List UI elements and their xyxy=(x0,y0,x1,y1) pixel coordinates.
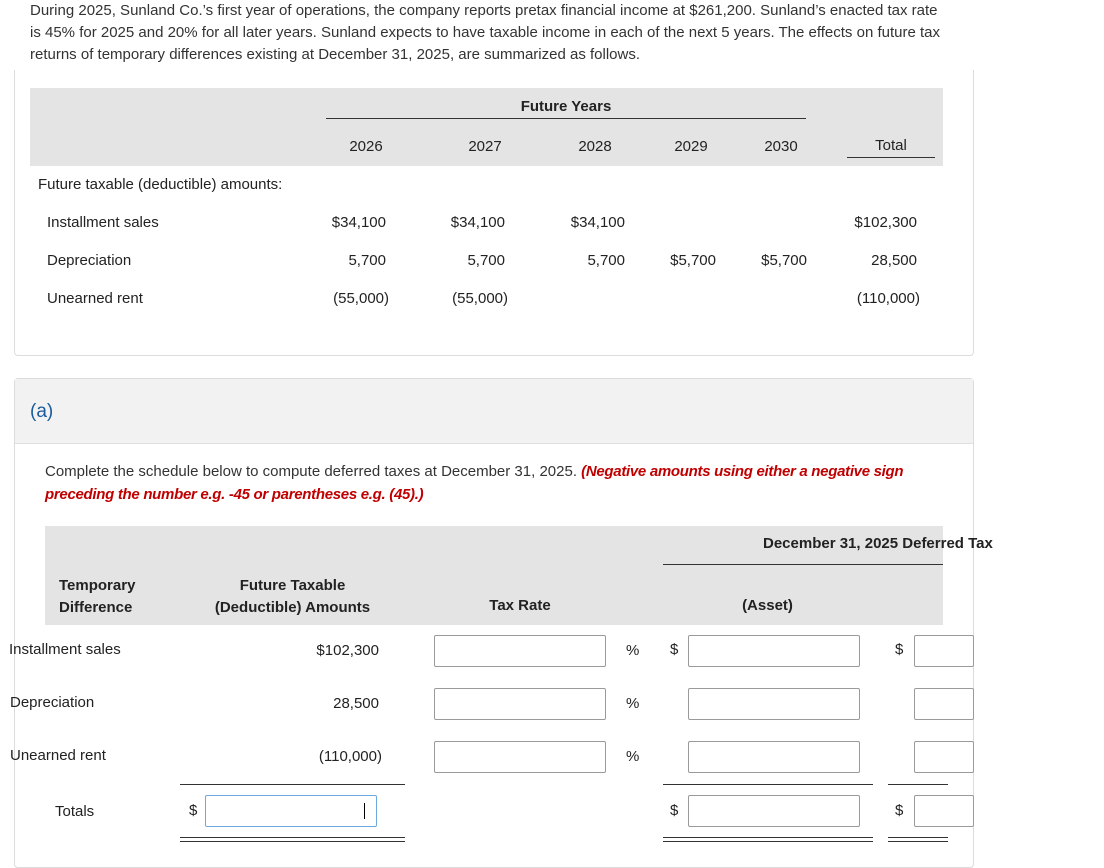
percent-sign-2: % xyxy=(626,695,640,712)
year-header-2027: 2027 xyxy=(468,138,502,155)
schedule-row-label-installment: Installment sales xyxy=(9,641,121,658)
installment-2026: $34,100 xyxy=(331,214,386,231)
group-header-clip xyxy=(45,535,993,559)
deferred-tax-group-header: December 31, 2025 Deferred Tax xyxy=(763,535,993,552)
future-amounts-header: Future Taxable (Deductible) Amounts xyxy=(214,577,371,616)
group-header-underline xyxy=(663,564,943,565)
row-label-installment: Installment sales xyxy=(47,214,159,231)
tax-rate-header: Tax Rate xyxy=(489,597,551,614)
depreciation-total: 28,500 xyxy=(871,252,917,269)
part-a-header-bar xyxy=(15,379,973,444)
liability-input-unearned-rent[interactable] xyxy=(914,741,974,773)
tax-rate-input-depreciation[interactable] xyxy=(434,688,606,720)
schedule-amount-installment: $102,300 xyxy=(316,642,379,659)
asset-input-depreciation[interactable] xyxy=(688,688,860,720)
asset-input-installment[interactable] xyxy=(688,635,860,667)
dollar-sign-liability-1: $ xyxy=(895,641,904,658)
year-header-2028: 2028 xyxy=(578,138,612,155)
row-label-depreciation: Depreciation xyxy=(47,252,132,269)
installment-2028: $34,100 xyxy=(570,214,625,231)
section-label: Future taxable (deductible) amounts: xyxy=(38,176,283,193)
depreciation-2026: 5,700 xyxy=(348,252,386,269)
depreciation-2029: $5,700 xyxy=(670,252,716,269)
schedule-amount-depreciation: 28,500 xyxy=(333,695,379,712)
asset-header: (Asset) xyxy=(742,597,793,614)
totals-asset-input[interactable] xyxy=(688,795,860,827)
dollar-sign-totals-amount: $ xyxy=(189,802,198,819)
percent-sign-1: % xyxy=(626,642,640,659)
depreciation-2027: 5,700 xyxy=(467,252,505,269)
dollar-sign-totals-liability: $ xyxy=(895,802,904,819)
label-clip-3 xyxy=(10,747,215,769)
totals-liability-input[interactable] xyxy=(914,795,974,827)
amount-double-line-1 xyxy=(180,837,405,838)
installment-total: $102,300 xyxy=(854,214,917,231)
total-underline xyxy=(847,157,935,158)
total-header: Total xyxy=(875,137,907,154)
instruction-note: (Negative amounts using either a negative sign preceding the number e.g. -45 or parentheses e.g. (45).) xyxy=(45,463,904,503)
temp-diff-header: Temporary Difference xyxy=(59,577,136,616)
liability-subtotal-line xyxy=(888,784,948,785)
depreciation-2028: 5,700 xyxy=(587,252,625,269)
instruction-text: Complete the schedule below to compute deferred taxes at December 31, 2025. xyxy=(45,463,577,480)
part-a-instructions xyxy=(45,460,925,506)
text-cursor xyxy=(364,803,365,819)
future-years-underline xyxy=(326,118,806,119)
liability-input-installment[interactable] xyxy=(914,635,974,667)
dollar-sign-totals-asset: $ xyxy=(670,802,679,819)
year-header-2030: 2030 xyxy=(764,138,798,155)
row-label-unearned-rent: Unearned rent xyxy=(47,290,143,307)
totals-label: Totals xyxy=(55,803,95,820)
unearned-rent-total: (110,000) xyxy=(856,290,920,307)
dollar-sign-asset-1: $ xyxy=(670,641,679,658)
installment-2027: $34,100 xyxy=(450,214,505,231)
year-header-2026: 2026 xyxy=(349,138,383,155)
tax-rate-input-unearned-rent[interactable] xyxy=(434,741,606,773)
tax-rate-input-installment[interactable] xyxy=(434,635,606,667)
asset-input-unearned-rent[interactable] xyxy=(688,741,860,773)
asset-subtotal-line xyxy=(663,784,873,785)
amount-subtotal-line xyxy=(180,784,405,785)
label-clip-1 xyxy=(9,641,215,663)
liability-double-line-1 xyxy=(888,837,948,838)
unearned-rent-2026: (55,000) xyxy=(333,290,389,307)
schedule-row-label-unearned-rent: Unearned rent xyxy=(10,747,106,764)
asset-double-line-2 xyxy=(663,841,873,842)
asset-double-line-1 xyxy=(663,837,873,838)
totals-amount-input[interactable] xyxy=(205,795,377,827)
problem-intro: During 2025, Sunland Co.’s first year of operations, the company reports pretax financial income at $261,200. Sunland’s enacted tax rate is 45% for 2025 and 20% for all later years. Sunland expects to have taxable income in each of the next 5 years. The effects on future tax returns of temporary differences existing at December 31, 2025, are summarized as follows. xyxy=(30,2,940,63)
schedule-amount-unearned-rent: (110,000) xyxy=(318,748,382,765)
label-clip-2 xyxy=(10,694,215,716)
unearned-rent-2027: (55,000) xyxy=(452,290,508,307)
amount-double-line-2 xyxy=(180,841,405,842)
depreciation-2030: $5,700 xyxy=(761,252,807,269)
percent-sign-3: % xyxy=(626,748,640,765)
schedule-row-label-depreciation: Depreciation xyxy=(10,694,95,711)
future-years-header: Future Years xyxy=(520,98,612,115)
liability-input-depreciation[interactable] xyxy=(914,688,974,720)
part-a-label: (a) xyxy=(30,401,54,422)
liability-double-line-2 xyxy=(888,841,948,842)
part-a-panel xyxy=(9,378,993,868)
year-header-2029: 2029 xyxy=(674,138,708,155)
